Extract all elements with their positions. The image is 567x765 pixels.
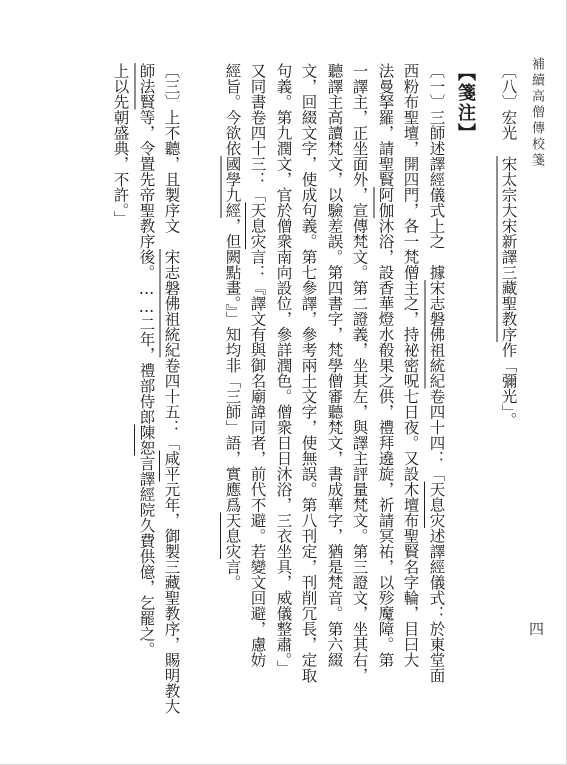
text-segment: 卷四十四：「 [427,388,446,482]
text-segment: 又同書卷四十三：「 [248,63,267,203]
proper-noun: 天息灾 [427,481,446,528]
proper-noun: 天息灾 [248,202,267,249]
text-column [402,63,418,668]
proper-noun: 咸平 [162,450,181,482]
text-segment: 沐浴，設香華燈水殽果之供，禮拜遶旋，祈請冥祐，以殄魔障。第 [376,218,395,668]
text-segment: 。 [499,411,518,428]
proper-noun: 宋志磐佛祖統紀 [427,280,446,389]
text-segment: 西粉布聖壇，開四門，各一梵僧主之，持祕密呪七日夜。又設木壇布聖賢名字輪，目曰大 [401,63,420,668]
text-segment: 文，回綴文字，使成句義。第七參譯，參考兩土文字，使無誤。第八刊定，刊削冗長，定取 [299,63,318,683]
text-column [112,63,128,226]
text-segment: ，但闕點畫。』」知均非「三師」語，實應爲 [223,218,242,513]
note-marker: 〔一〕 [427,63,446,110]
text-segment: 聽譯主高讀梵文，以驗差誤。第四書字，梵學僧審聽梵文，書成華字，猶是梵音。第六綴 [325,63,344,668]
running-title: 補續高僧傳校箋 [529,57,544,169]
note-marker: 〔三〕 [162,63,181,110]
text-segment: 元年，御製三藏聖教序，賜明教大 [162,481,181,714]
text-column [351,63,367,683]
note-marker: 〔八〕 [499,63,518,110]
text-column [249,63,265,668]
text-column [428,63,444,683]
text-segment: 卷四十五：「 [162,357,181,451]
text-segment: 一譯主，正坐面外，宣傳梵文。第二證義，坐其左，與譯主評量梵文。第三證文，坐其右， [350,63,369,683]
text-segment: 句義。第九潤文，官於僧衆南向設位，參詳潤色。僧衆日日沐浴，三衣坐具，威儀整肅。」 [274,63,293,676]
text-segment: 言。 [223,559,242,590]
proper-noun: 陳恕 [137,424,156,456]
text-segment [500,141,518,157]
text-column [224,63,240,590]
section-label: 箋注 [455,83,476,123]
proper-noun: 國學九經 [223,156,242,218]
text-segment: 等，令置先帝聖教序後。……二年，禮部侍郎 [137,109,156,425]
proper-noun: 師法賢 [137,63,156,110]
proper-noun: 宋志磐佛祖統紀 [162,249,181,358]
text-segment: 宏光 [499,109,518,141]
proper-noun: 阿伽 [376,187,395,218]
section-heading: 【箋注】 [455,63,476,143]
text-column [300,63,316,683]
text-column [163,63,179,714]
text-segment: 上以先朝盛典，不許。」 [111,63,130,226]
text-segment: 作「彌光」 [499,342,518,412]
text-column [500,63,516,427]
text-column [377,63,393,668]
proper-noun: 天息灾 [223,512,242,559]
text-segment: 上不聽，且製序文 [162,109,181,249]
text-segment: 言：『譯文有與御名廟諱同者，前代不避。若變文回避，慮妨 [248,249,267,668]
page-number: 四 [529,620,545,638]
proper-noun: 宋太宗大宋新譯三藏聖教序 [499,156,518,342]
text-segment: 經旨。今欲依 [223,63,242,156]
text-column [326,63,342,668]
text-column [275,63,291,675]
text-column [138,63,154,657]
text-segment: 言譯經院久費供億，乞罷之。 [137,455,156,657]
text-segment: 法曼拏羅，請聖賢 [376,63,395,187]
text-segment: 述譯經儀式：於東堂面 [427,528,446,683]
text-segment: 三師述譯經儀式上之 據 [427,109,446,280]
